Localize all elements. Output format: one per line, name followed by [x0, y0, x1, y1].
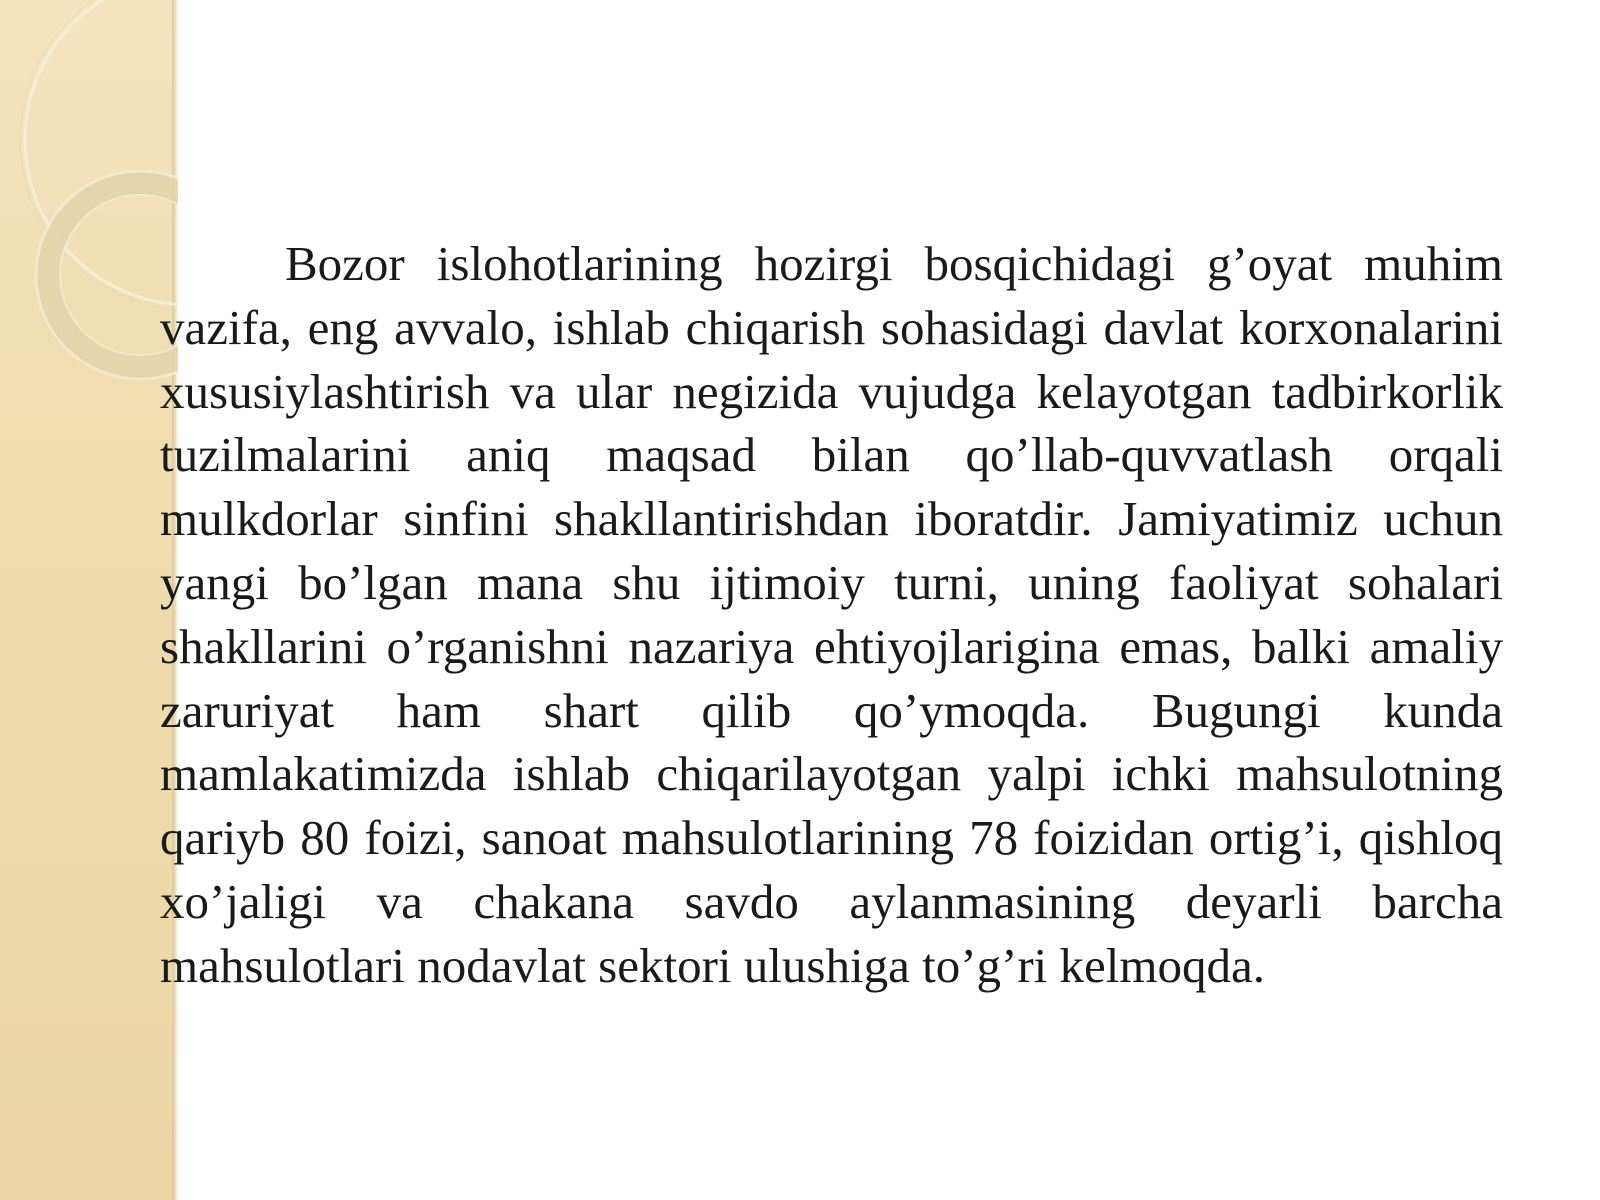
decorative-rings-icon	[0, 0, 178, 420]
body-paragraph: Bozor islohotlarining hozirgi bosqichidagi g’oyat muhim vazifa, eng avvalo, ishlab chiqarish sohasidagi davlat korxonalarini xususiylashtirish va ular negizida vujudga kelayotgan tadbirkorlik tuzilmalarini aniq maqsad bilan qo’llab-quvvatlash orqali mulkdorlar sinfini shakllantirishdan iboratdir. Jamiyatimiz uchun yangi bo’lgan mana shu ijtimoiy turni, uning faoliyat sohalari shakllarini o’rganishni nazariya ehtiyojlarigina emas, balki amaliy zaruriyat ham shart qilib qo’ymoqda. Bugungi kunda mamlakatimizda ishlab chiqarilayotgan yalpi ichki mahsulotning qariyb 80 foizi, sanoat mahsulotlarining 78 foizidan ortig’i, qishloq xo’jaligi va chakana savdo aylanmasining deyarli barcha mahsulotlari nodavlat sektori ulushiga to’g’ri kelmoqda.	[160, 236, 1503, 993]
